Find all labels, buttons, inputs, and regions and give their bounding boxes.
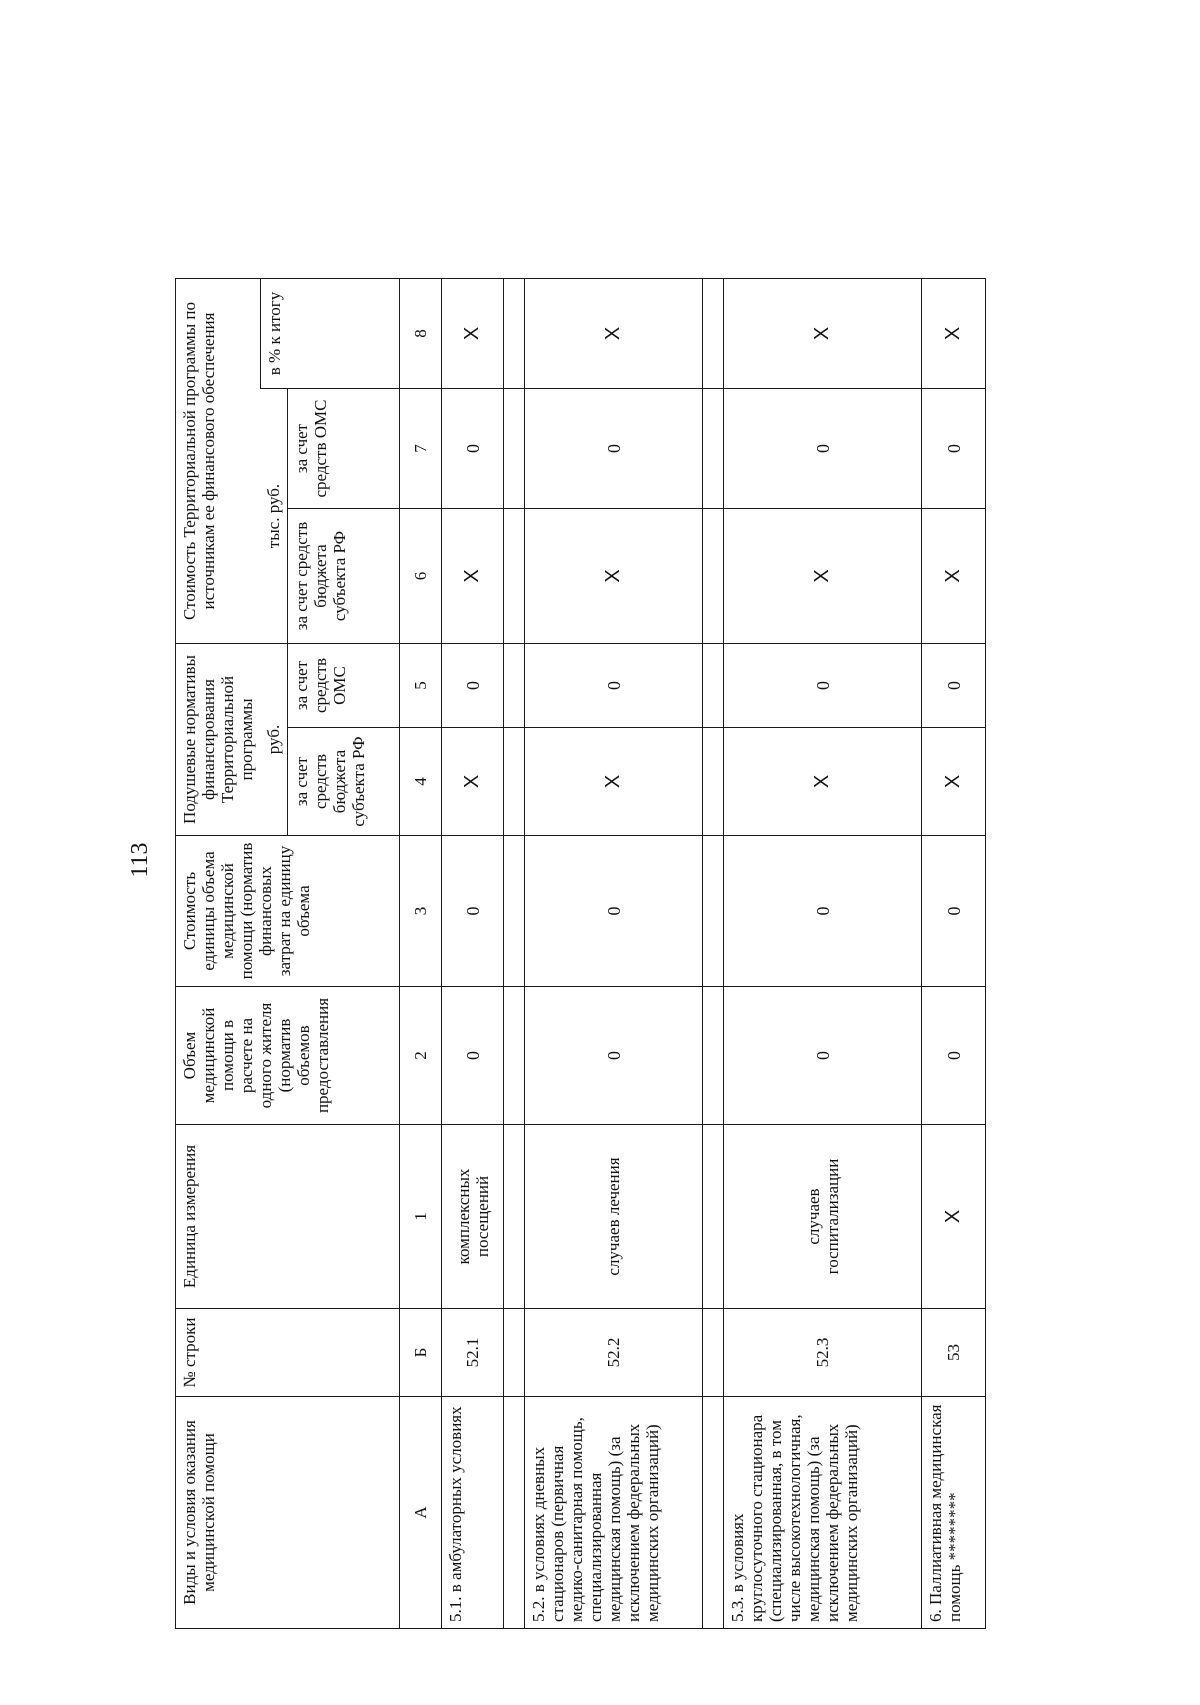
header-col-4: за счет средств бюджета субъекта РФ	[288, 728, 400, 836]
row-v5: 0	[442, 644, 504, 728]
page-number: 113	[127, 842, 153, 878]
row-name: 6. Паллиативная медицинская помощь ********	[922, 1397, 986, 1629]
table-row	[724, 279, 922, 1629]
index-cell-1: 1	[400, 1125, 442, 1309]
row-v3: 0	[525, 836, 703, 987]
row-v5: 0	[525, 644, 703, 728]
row-v6: Х	[724, 509, 922, 644]
row-unit: Х	[922, 1125, 986, 1309]
index-cell-7: 7	[400, 389, 442, 509]
row-line: 52.2	[525, 1309, 703, 1397]
index-cell-2: 2	[400, 987, 442, 1125]
financing-table	[175, 278, 986, 1629]
row-v8: Х	[442, 279, 504, 389]
row-unit: комплексных посещений	[442, 1125, 504, 1309]
row-v8: Х	[922, 279, 986, 389]
row-v3: 0	[724, 836, 922, 987]
header-col-3: Стоимость единицы объема медицинской помощи (норматив финансовых затрат на единицу объема	[176, 836, 400, 987]
header-group-cost: Стоимость Территориальной программы по источникам ее финансового обеспечения	[176, 279, 261, 644]
row-gap	[504, 279, 525, 1629]
row-v4: Х	[724, 728, 922, 836]
row-name: 5.1. в амбулаторных условиях	[442, 1397, 504, 1629]
header-col-7: за счет средств ОМС	[288, 389, 400, 509]
row-v8: Х	[525, 279, 703, 389]
index-cell-8: 8	[400, 279, 442, 389]
index-cell-b: Б	[400, 1309, 442, 1397]
row-name: 5.3. в условиях круглосуточного стационара (специализированная, в том числе высокотехнологичная, медицинская помощь) (за исключением федеральных медицинских организаций)	[724, 1397, 922, 1629]
row-v7: 0	[442, 389, 504, 509]
row-v6: Х	[525, 509, 703, 644]
header-cost-unit: тыс. руб.	[260, 389, 288, 644]
table-row	[922, 279, 986, 1629]
row-line: 52.1	[442, 1309, 504, 1397]
row-v7: 0	[724, 389, 922, 509]
row-v7: 0	[525, 389, 703, 509]
index-cell-6: 6	[400, 509, 442, 644]
header-col-1: Единица измерения	[176, 1125, 400, 1309]
header-group-norms: Подушевые нормативы финансирования Территориальной программы	[176, 644, 261, 836]
header-col-8: в % к итогу	[260, 279, 400, 389]
row-v3: 0	[442, 836, 504, 987]
header-norms-unit: руб.	[260, 644, 288, 836]
row-line: 52.3	[724, 1309, 922, 1397]
header-col-2: Объем медицинской помощи в расчете на одного жителя (норматив объемов предоставления	[176, 987, 400, 1125]
table-row	[525, 279, 703, 1629]
row-v8: Х	[724, 279, 922, 389]
index-cell-3: 3	[400, 836, 442, 987]
row-v3: 0	[922, 836, 986, 987]
index-row	[400, 279, 442, 1629]
row-v4: Х	[525, 728, 703, 836]
row-v5: 0	[724, 644, 922, 728]
index-cell-4: 4	[400, 728, 442, 836]
row-v4: Х	[442, 728, 504, 836]
row-gap	[703, 279, 724, 1629]
row-name: 5.2. в условиях дневных стационаров (первичная медико-санитарная помощь, специализированная медицинская помощь) (за исключением федеральных медицинских организаций)	[525, 1397, 703, 1629]
row-v2: 0	[442, 987, 504, 1125]
row-v2: 0	[525, 987, 703, 1125]
row-unit: случаев лечения	[525, 1125, 703, 1309]
row-v5: 0	[922, 644, 986, 728]
row-v7: 0	[922, 389, 986, 509]
row-v2: 0	[724, 987, 922, 1125]
header-col-5: за счет средств ОМС	[288, 644, 400, 728]
index-cell-a: А	[400, 1397, 442, 1629]
index-cell-5: 5	[400, 644, 442, 728]
row-line: 53	[922, 1309, 986, 1397]
row-v6: Х	[442, 509, 504, 644]
header-col-b: № строки	[176, 1309, 400, 1397]
row-v2: 0	[922, 987, 986, 1125]
header-col-a: Виды и условия оказания медицинской помощи	[176, 1397, 400, 1629]
header-col-6: за счет средств бюджета субъекта РФ	[288, 509, 400, 644]
row-v4: Х	[922, 728, 986, 836]
row-unit: случаев госпитализации	[724, 1125, 922, 1309]
table-row	[442, 279, 504, 1629]
header-row	[176, 279, 261, 1629]
row-v6: Х	[922, 509, 986, 644]
